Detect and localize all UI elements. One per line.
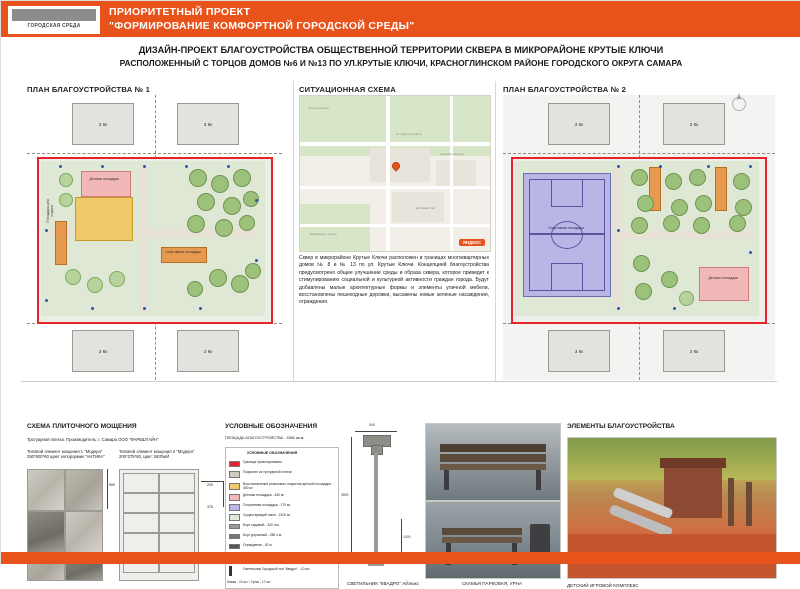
plan2-kids-area — [699, 267, 749, 301]
paving-type-2: Типовой элемент мощения 2 "Модерн" 200*375*60, цвет: БЕЛЫЙ — [119, 449, 195, 460]
plan1-playground-rubber — [75, 197, 133, 241]
badge-label: ГОРОДСКАЯ СРЕДА — [27, 23, 81, 29]
paving-dim-375: 375 — [207, 505, 213, 509]
legend-row-5: Существующий газон - 2100 м² — [243, 513, 291, 517]
plan1-label-rest: Площадка для отдыха — [46, 199, 54, 223]
paver-swatch-3 — [27, 511, 65, 553]
plan1-rest-area — [55, 221, 67, 265]
project-description: Сквер в микрорайоне Крутые Ключи расположен в границах многоквартирных домов № 8 и № 13 по ул. Крутые Ключи. Концепцией благоустройства предусмотрено общее улучшение среды и образа сквера, которое приведет к стимулированию социальной и культурной активности граждан города. Будут добавлены малые архитектурные формы и элементы уличной мебели, восстановлены пешеходные дорожки, высажены новые зеленые насаждения, ограждения. — [299, 255, 489, 306]
caption-plan-1: ПЛАН БЛАГОУСТРОЙСТВА № 1 — [27, 85, 151, 94]
photo-bench — [425, 423, 561, 501]
legend-row-0: Границы проектирования — [243, 460, 282, 464]
paving-dim-500: 500 — [109, 483, 115, 487]
map-label-1: ул. Крутые Ключи — [396, 132, 422, 136]
caption-elements: ЭЛЕМЕНТЫ БЛАГОУСТРОЙСТВА — [567, 423, 675, 430]
plan2-building-3: 3 Кк — [548, 330, 610, 372]
plan1-label-playground: Детская площадка — [89, 177, 119, 181]
lamp-dim-1400: 1400 — [403, 535, 411, 539]
photo-bench-bin — [425, 501, 561, 579]
plan1-playground-pink — [81, 171, 131, 197]
plan1-building-3: 3 Кк — [72, 330, 134, 372]
badge-graphic — [12, 9, 96, 21]
legend-row-6: Борт садовый - 340 п.м. — [243, 523, 280, 527]
header-title-line1: ПРИОРИТЕТНЫЙ ПРОЕКТ — [109, 6, 251, 18]
plan1-site-boundary — [37, 157, 273, 324]
legend-row-11: Лавки - 10 шт. / Урны - 17 шт. — [227, 580, 272, 584]
map-logo: ЯНДЕКС — [459, 239, 485, 246]
plan1-building-2: 3 Кк — [177, 103, 239, 145]
plan1-label-sport: Спортивная площадка — [165, 250, 201, 254]
legend-row-4: Спортивная площадка - 170 м² — [243, 503, 291, 507]
poster-body — [1, 37, 800, 588]
footer-bar — [1, 552, 800, 564]
project-title-line1: ДИЗАЙН-ПРОЕКТ БЛАГОУСТРОЙСТВА ОБЩЕСТВЕННОЙ ТЕРРИТОРИИ СКВЕРА В МИКРОРАЙОНЕ КРУТЫЕ КЛЮЧИ — [138, 45, 664, 55]
map-label-4: Московское шоссе — [310, 232, 337, 236]
caption-legend: УСЛОВНЫЕ ОБОЗНАЧЕНИЯ — [225, 423, 318, 430]
legend-row-1: Покрытие из тротуарной плитки — [243, 470, 292, 474]
lamp-caption: СВЕТИЛЬНИК "КВАДРО" АЙлюкс — [347, 581, 419, 586]
plan-2 — [503, 95, 775, 380]
caption-paving: СХЕМА ПЛИТОЧНОГО МОЩЕНИЯ — [27, 423, 137, 430]
playground-caption: ДЕТСКИЙ ИГРОВОЙ КОМПЛЕКС — [567, 583, 639, 588]
plan2-building-4: 3 Кк — [663, 330, 725, 372]
plan2-site-boundary — [511, 157, 767, 324]
project-title-line2: РАСПОЛОЖЕННЫЙ С ТОРЦОВ ДОМОВ №6 И №13 ПО УЛ.КРУТЫЕ КЛЮЧИ, КРАСНОГЛИНСКОМ РАЙОНЕ ГОРОДСКОГО ОКРУГА САМАРА — [119, 58, 683, 68]
lamp-dim-4500: 4500 — [341, 493, 349, 497]
legend-row-2: Восстановление резинового покрытия детской площадки - 400 м² — [243, 482, 333, 490]
paver-swatch-4 — [65, 511, 103, 553]
plan2-label-kids: Детская площадка — [708, 276, 738, 280]
plan1-building-1: 3 Кк — [72, 103, 134, 145]
lamp-drawing — [341, 423, 419, 573]
plan2-building-1: 3 Кк — [548, 103, 610, 145]
plan1-building-4: 3 Кк — [177, 330, 239, 372]
legend-header: УСЛОВНЫЕ ОБОЗНАЧЕНИЯ — [247, 451, 298, 455]
legend-row-7: Борт дорожный - 280 п.м. — [243, 533, 283, 537]
legend-row-3: Детская площадка - 440 м² — [243, 493, 285, 497]
legend-row-8: Ограждение - 62 м. — [243, 543, 273, 547]
plan2-building-2: 3 Кк — [663, 103, 725, 145]
caption-situation: СИТУАЦИОННАЯ СХЕМА — [299, 85, 396, 94]
header-title-line2: "ФОРМИРОВАНИЕ КОМФОРТНОЙ ГОРОДСКОЙ СРЕДЫ" — [109, 20, 415, 32]
poster-header — [1, 1, 800, 37]
program-badge — [7, 5, 101, 35]
paving-dim-200: 200 — [207, 483, 213, 487]
plan-1 — [27, 95, 282, 380]
plan2-label-court: Спортивная площадка — [548, 226, 584, 230]
legend-subtitle: ПЛОЩАДЬ БЛАГОУСТРОЙСТВА - 4560 кв.м. — [225, 436, 305, 440]
paver-swatch-1 — [27, 469, 65, 511]
lamp-dim-945: 945 — [369, 423, 375, 427]
caption-plan-2: ПЛАН БЛАГОУСТРОЙСТВА № 2 — [503, 85, 627, 94]
situation-map — [299, 95, 491, 252]
map-label-2: Кошелев-Проект — [440, 152, 465, 156]
map-label-0: Крутые Ключи — [308, 106, 329, 110]
bench-caption: СКАМЬЯ ПАРКОВАЯ, УРНА — [461, 581, 523, 586]
legend-row-10: Светильник Городской тип "Квадро" - 10 шт. — [243, 567, 311, 571]
map-label-3: Дубовый Гай — [416, 206, 435, 210]
paving-manufacturer: Тротуарная плитка. Производитель: г. Самара ООО "ФАРБШТАЙН" — [27, 437, 159, 442]
paving-type-1: Типовой элемент мощения 1 "Модерн" 250*500*60 щвет колорормик "АНТИКА" — [27, 449, 105, 460]
north-arrow-icon — [729, 91, 749, 113]
paver-swatch-2 — [65, 469, 103, 511]
